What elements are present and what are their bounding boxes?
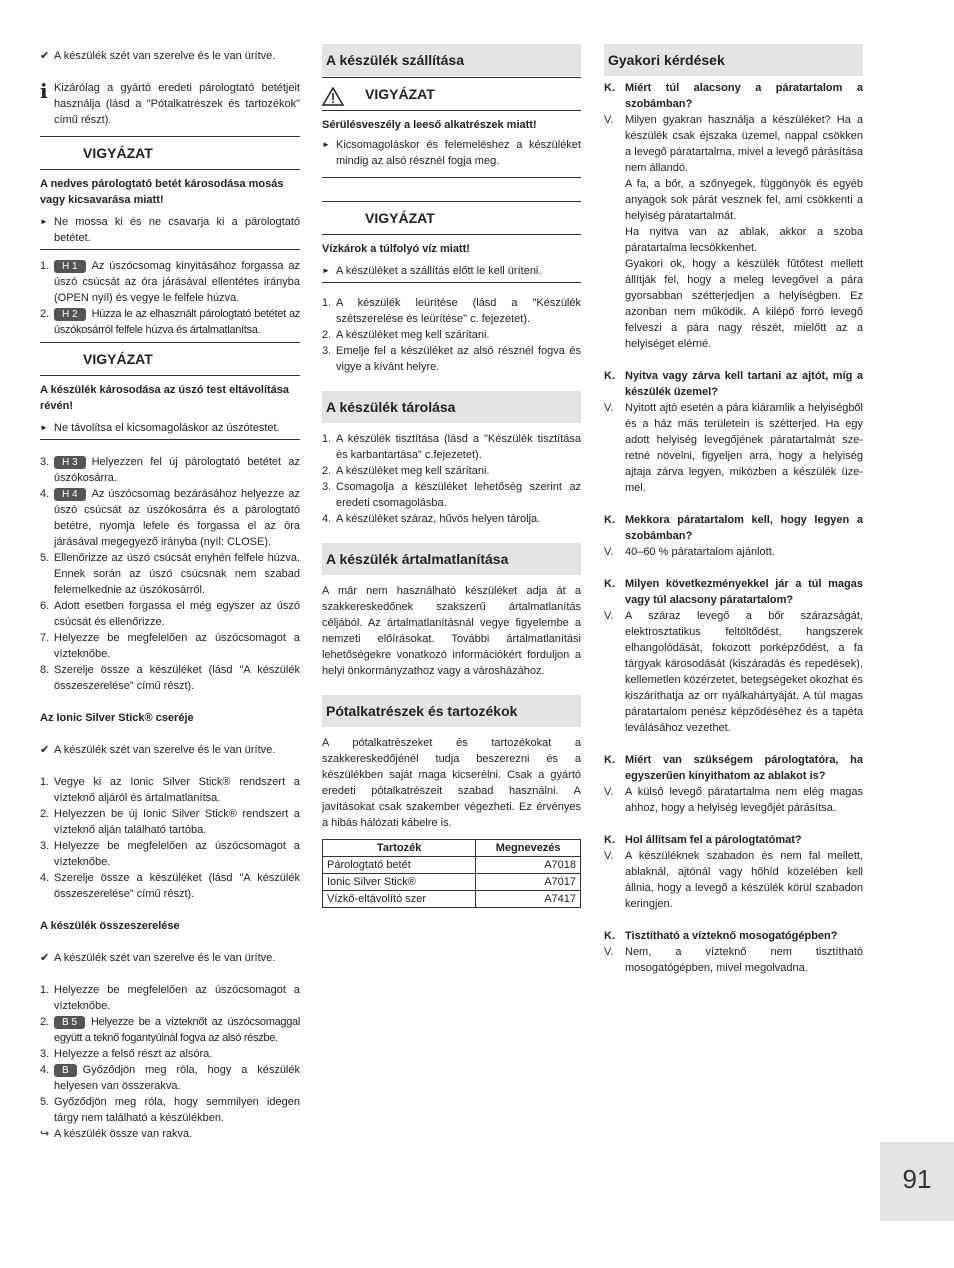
- step: 3. Emelje fel a készüléket az alsó résznél fogva és vigye a kívánt helyre.: [322, 345, 581, 373]
- warning-text: Sérülésveszély a leeső alkatrészek miatt!: [322, 119, 537, 131]
- table-row: Ionic Silver Stick® A7017: [323, 874, 581, 891]
- step: 2. H 2 Húzza le az elhasznált párologtató betétet az úszókosárról felfele húzva és ártalmatlanítsa.: [40, 308, 300, 336]
- warning-header: VIGYÁZAT: [322, 77, 581, 111]
- step: 5. Győződjön meg róla, hogy semmilyen idegen tárgy nem található a készülékben.: [40, 1096, 300, 1124]
- bullet-arrow-icon: ►: [40, 423, 48, 432]
- faq-question: K. Miért túl alacsony a páratartalom a szobámban?: [604, 82, 863, 110]
- step: 1. A készülék leürítése (lásd a "Készülék szétszerelése és leürítése" c. fejezetet).: [322, 297, 581, 325]
- warning-triangle-icon: [322, 85, 344, 117]
- result-arrow-icon: ↪: [40, 1128, 50, 1140]
- step: 1. A készülék tisztítása (lásd a "Készülék tisztítása és karbantartása" c.fejezetet).: [322, 433, 581, 461]
- table-header-row: Tartozék Megnevezés: [323, 840, 581, 857]
- column-right: [604, 44, 863, 976]
- subsection-title: A készülék összeszerelése: [40, 920, 180, 932]
- figure-tag: H 4: [54, 488, 86, 501]
- figure-tag: H 2: [54, 308, 86, 321]
- figure-tag: B 5: [54, 1016, 85, 1029]
- step: 3. H 3 Helyezzen fel új párologtató betétet az úszókosárra.: [40, 456, 300, 484]
- faq-answer: V. Milyen gyakran használja a készüléket? Ha a készülék csak éjszaka üzemel, nappal csökken a levegő páratartalma, mivel a levegő párásítása nem állandó. A fa, a bőr, a szőnyegek, függönyök és egyéb anyagok sok párát vesznek fel, ami csökkenti a helyiség páratartalmát. Ha nyitva van az ablak, akkor a szoba páratartalma lecsökkenhet. Gyakori ok, hogy a készülék fűtőtest mellett állítják fel, hogy a meleg levegővel a pára gyorsabban szétterjedjen a helyiségben. Ez azonban nem működik. A kilépő forró levegő felveszi a pára nagy részét, mielőtt az a helyiséget elérné.: [604, 114, 863, 350]
- warning-header: VIGYÁZAT: [40, 136, 300, 170]
- check-icon: ✔: [40, 50, 50, 62]
- step: 4. Szerelje össze a készüléket (lásd "A készülék összeszerelése" című részt).: [40, 872, 300, 900]
- section-header: A készülék ártalmatlanítása: [322, 543, 581, 575]
- figure-tag: H 1: [54, 260, 86, 273]
- section-header: A készülék szállítása: [322, 44, 581, 76]
- warning-text: A készülék károsodása az úszó test eltávolítása révén!: [40, 384, 290, 412]
- faq-question: K. Nyitva vagy zárva kell tartani az ajtót, míg a készülék üzemel?: [604, 370, 863, 398]
- column-left: [40, 44, 300, 1142]
- bullet-arrow-icon: ►: [40, 217, 48, 226]
- step: 2. A készüléket meg kell szárítani.: [322, 329, 490, 341]
- check-icon: ✔: [40, 952, 50, 964]
- faq-answer: V. A készüléknek szabadon és nem fal mellett, ablaknál, ajtónál vagy hőhíd közelében kell állnia, hogy a levegő a készülék körül szabadon keringjen.: [604, 850, 863, 910]
- info-icon: i: [40, 79, 48, 103]
- warning-text: Vízkárok a túlfolyó víz miatt!: [322, 243, 470, 255]
- warning-bullet: ► Ne mossa ki és ne csavarja ki a párologtató betétet.: [40, 216, 300, 244]
- warning-header: VIGYÁZAT: [40, 342, 300, 376]
- step: 5. Ellenőrizze az úszó csúcsát enyhén felfele húzva. Ennek során az úszó csúcsnak nem szabad felemelkednie az úszókosárról.: [40, 552, 300, 596]
- column-middle: [322, 44, 581, 908]
- precondition: ✔ A készülék szét van szerelve és le van ürítve.: [40, 50, 276, 62]
- figure-tag: H 3: [54, 456, 86, 469]
- faq-answer: V. A külső levegő páratartalma nem elég magas ahhoz, hogy a helyiség levegőjét párásítsa.: [604, 786, 863, 814]
- paragraph: A pótalkatrészeket és tartozékokat a szakkereskedőjénél tudja beszerezni és a készülékben saját maga kicserélni. Csak a gyártó eredeti pótalkatrészeit szabad használni. A javításokat csak szakember végezheti. Ez érvényes a hibás hálózati kábelre is.: [322, 737, 581, 829]
- page-number-tab: [880, 1142, 954, 1221]
- step: 4. B Győződjön meg róla, hogy a készülék helyesen van összerakva.: [40, 1064, 300, 1092]
- divider: [40, 249, 300, 250]
- warning-header: VIGYÁZAT: [322, 201, 581, 235]
- paragraph: A már nem használható készüléket adja át a szakkereskedőnek szakszerű ártalmatlanítás céljából. Az ártalmatlanításnál vegye figyelembe a nemzeti előírásokat. További ártalmatlanítási lehetőségekre vonatkozó információkért forduljon a helyi önkormányzathoz vagy a városházához.: [322, 585, 581, 677]
- step: 1. Helyezze be megfelelően az úszócsomagot a vízteknőbe.: [40, 984, 300, 1012]
- step: 3. Helyezze be megfelelően az úszócsomagot a vízteknőbe.: [40, 840, 300, 868]
- faq-answer: V. Nem, a vízteknő nem tisztítható mosogatógépben, mivel megolvadna.: [604, 946, 863, 974]
- table-row: Vízkő-eltávolító szer A7417: [323, 891, 581, 908]
- step: 2. A készüléket meg kell szárítani.: [322, 465, 490, 477]
- warning-text: A nedves párologtató betét károsodása mosás vagy kicsavarása miatt!: [40, 178, 284, 206]
- step: 2. Helyezzen be új Ionic Silver Stick® rendszert a vízteknő alján található tartóba.: [40, 808, 300, 836]
- step: 3. Csomagolja a készüléket lehetőség szerint az eredeti csomagolásba.: [322, 481, 581, 509]
- step: 2. B 5 Helyezze be a vízteknőt az úszócsomaggal együtt a teknő fogantyúinál fogva az alsó részbe.: [40, 1016, 300, 1044]
- section-header: Pótalkatrészek és tartozékok: [322, 695, 581, 727]
- step: 4. H 4 Az úszócsomag bezárásához helyezze az úszó csúcsát az úszókosárra és a párologtató betétre, nyomja lefele és forgassa el az óra járásával megegyező irányba (nyíl: CLOSE).: [40, 488, 300, 548]
- precondition: ✔ A készülék szét van szerelve és le van ürítve.: [40, 952, 276, 964]
- faq-question: K. Tisztítható a vízteknő mosogatógépben?: [604, 930, 838, 942]
- step: 3. Helyezze a felső részt az alsóra.: [40, 1048, 213, 1060]
- section-header: Gyakori kérdések: [604, 44, 863, 76]
- step: 8. Szerelje össze a készüléket (lásd "A készülék összeszerelése" című részt).: [40, 664, 300, 692]
- parts-table: [322, 839, 581, 908]
- section-header: A készülék tárolása: [322, 391, 581, 423]
- bullet-arrow-icon: ►: [322, 140, 330, 149]
- faq-answer: V. Nyitott ajtó esetén a pára kiáramlik a helyiségből és a ház más területein is szétterjed. Ha egy adott helyiség levegőjének páratartalmát sze-retné növelni, figyeljen arra, hogy a helyiség ajtaja zárva legyen, miközben a készülék üze-mel.: [604, 402, 863, 494]
- step: 4. A készüléket száraz, hűvös helyen tárolja.: [322, 513, 541, 525]
- faq-question: K. Mekkora páratartalom kell, hogy legyen a szobámban?: [604, 514, 863, 542]
- check-icon: ✔: [40, 744, 50, 756]
- precondition: ✔ A készülék szét van szerelve és le van ürítve.: [40, 744, 276, 756]
- figure-tag: B: [54, 1064, 77, 1077]
- faq-question: K. Milyen következményekkel jár a túl magas vagy túl alacsony páratartalom?: [604, 578, 863, 606]
- table-row: Párologtató betét A7018: [323, 857, 581, 874]
- step: 6. Adott esetben forgassa el még egyszer az úszó csúcsát és ellenőrizze.: [40, 600, 300, 628]
- bullet-arrow-icon: ►: [322, 266, 330, 275]
- page-number: 91: [902, 1164, 932, 1194]
- divider: [322, 177, 581, 178]
- faq-question: K. Miért van szükségem párologtatóra, ha egyszerűen kinyithatom az ablakot is?: [604, 754, 863, 782]
- warning-bullet: ► Ne távolítsa el kicsomagoláskor az úszótestet.: [40, 422, 280, 434]
- divider: [322, 282, 581, 283]
- faq-answer: V. 40–60 % páratartalom ajánlott.: [604, 546, 775, 558]
- step: 7. Helyezze be megfelelően az úszócsomagot a vízteknőbe.: [40, 632, 300, 660]
- warning-bullet: ► Kicsomagoláskor és felemeléshez a készüléket mindig az alsó résznél fogja meg.: [322, 139, 581, 167]
- step: 1. H 1 Az úszócsomag kinyitásához forgassa az úszó csúcsát az óra járásával ellentétes irányba (OPEN nyíl) és vegye le felfele húzva.: [40, 260, 300, 304]
- result: ↪ A készülék össze van rakva.: [40, 1128, 193, 1140]
- faq-answer: V. A száraz levegő a bőr szárazságát, elektrosztatikus feltöltődést, hangszerek elhangolódását, fokozott porképződést, a fa tárgyak károsodását (kiszáradás és repedések), kellemetlen közérzetet, betegségeket okozhat és kiszáríthatja az orr nyálkahártyáját. A túl magas páratartalom penész képződéséhez és a tapéta leválásához vezethet.: [604, 610, 863, 734]
- divider: [40, 439, 300, 440]
- faq-question: K. Hol állítsam fel a párologtatómat?: [604, 834, 802, 846]
- subsection-title: Az Ionic Silver Stick® cseréje: [40, 712, 194, 724]
- warning-bullet: ► A készüléket a szállítás előtt le kell üríteni.: [322, 265, 542, 277]
- info-note: i Kizárólag a gyártó eredeti párologtató betétjeit használja (lásd a "Pótalkatrészek és tartozékok" című részt).: [40, 79, 300, 126]
- step: 1. Vegye ki az Ionic Silver Stick® rendszert a vízteknő aljáról és ártalmatlanítsa.: [40, 776, 300, 804]
